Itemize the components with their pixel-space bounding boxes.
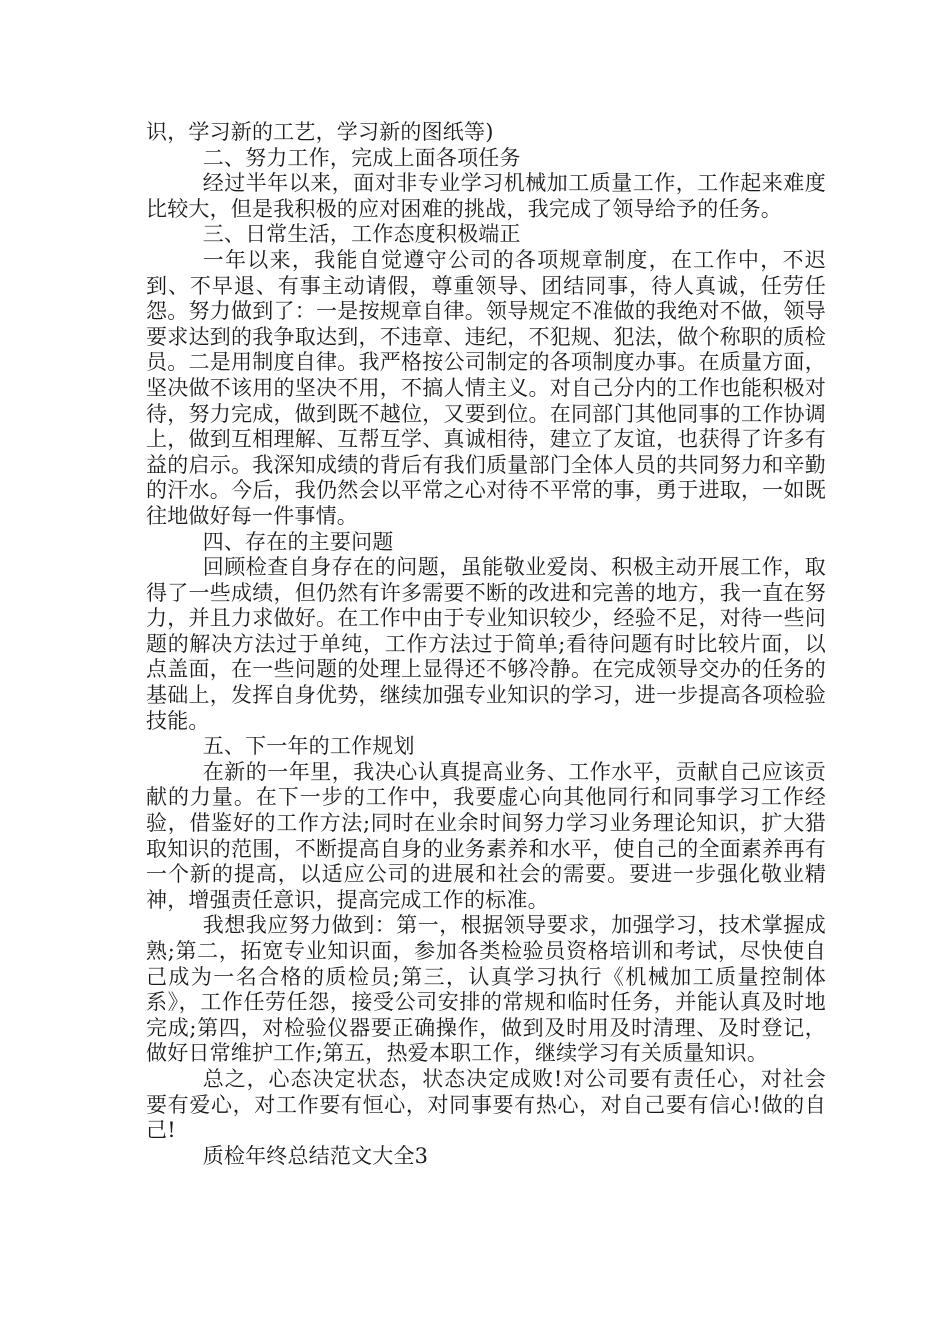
paragraph: 我想我应努力做到：第一，根据领导要求，加强学习，技术掌握成熟;第二，拓宽专业知识面，参加各类检验员资格培训和考试，尽快使自己成为一名合格的质检员;第三，认真学习执行《机械加工质量控制体系》，工作任劳任怨，接受公司安排的常规和临时任务，并能认真及时地完成;第四，对检验仪器要正确操作，做到及时用及时清理、及时登记，做好日常维护工作;第五，热爱本职工作，继续学习有关质量知识。 [146,913,826,1066]
paragraph-continuation: 识，学习新的工艺，学习新的图纸等) [146,120,494,144]
section-heading-2: 二、努力工作，完成上面各项任务 [202,145,521,170]
paragraph: 总之，心态决定状态，状态决定成败!对公司要有责任心，对社会要有爱心，对工作要有恒心，对同事要有热心，对自己要有信心!做的自己! [146,1066,826,1143]
paragraph: 一年以来，我能自觉遵守公司的各项规章制度，在工作中，不迟到、不早退、有事主动请假，尊重领导、团结同事，待人真诚，任劳任怨。努力做到了：一是按规章自律。领导规定不准做的我绝对不做，领导要求达到的我争取达到，不违章、违纪，不犯规、犯法，做个称职的质检员。二是用制度自律。我严格按公司制定的各项制度办事。在质量方面，坚决做不该用的坚决不用，不搞人情主义。对自己分内的工作也能积极对待，努力完成，做到既不越位，又要到位。在同部门其他同事的工作协调上，做到互相理解、互帮互学、真诚相待，建立了友谊，也获得了许多有益的启示。我深知成绩的背后有我们质量部门全体人员的共同努力和辛勤的汗水。今后，我仍然会以平常之心对待不平常的事，勇于进取，一如既往地做好每一件事情。 [146,247,826,528]
paragraph: 回顾检查自身存在的问题，虽能敬业爱岗、积极主动开展工作，取得了一些成绩，但仍然有许多需要不断的改进和完善的地方，我一直在努力，并且力求做好。在工作中由于专业知识较少，经验不足，对待一些问题的解决方法过于单纯，工作方法过于简单;看待问题有时比较片面，以点盖面，在一些问题的处理上显得还不够冷静。在完成领导交办的任务的基础上，发挥自身优势，继续加强专业知识的学习，进一步提高各项检验技能。 [146,555,826,733]
article-title: 质检年终总结范文大全3 [202,1143,429,1168]
section-heading-4: 四、存在的主要问题 [202,529,394,554]
section-heading-3: 三、日常生活，工作态度积极端正 [202,222,521,247]
paragraph: 在新的一年里，我决心认真提高业务、工作水平，贡献自己应该贡献的力量。在下一步的工作中，我要虚心向其他同行和同事学习工作经验，借鉴好的工作方法;同时在业余时间努力学习业务理论知识，扩大猎取知识的范围，不断提高自身的业务素养和水平，使自己的全面素养再有一个新的提高，以适应公司的进展和社会的需要。要进一步强化敬业精神，增强责任意识，提高完成工作的标准。 [146,759,826,912]
paragraph: 经过半年以来，面对非专业学习机械加工质量工作，工作起来难度比较大，但是我积极的应对困难的挑战，我完成了领导给予的任务。 [146,171,826,221]
document-body [146,120,826,1169]
section-heading-5: 五、下一年的工作规划 [202,734,415,759]
